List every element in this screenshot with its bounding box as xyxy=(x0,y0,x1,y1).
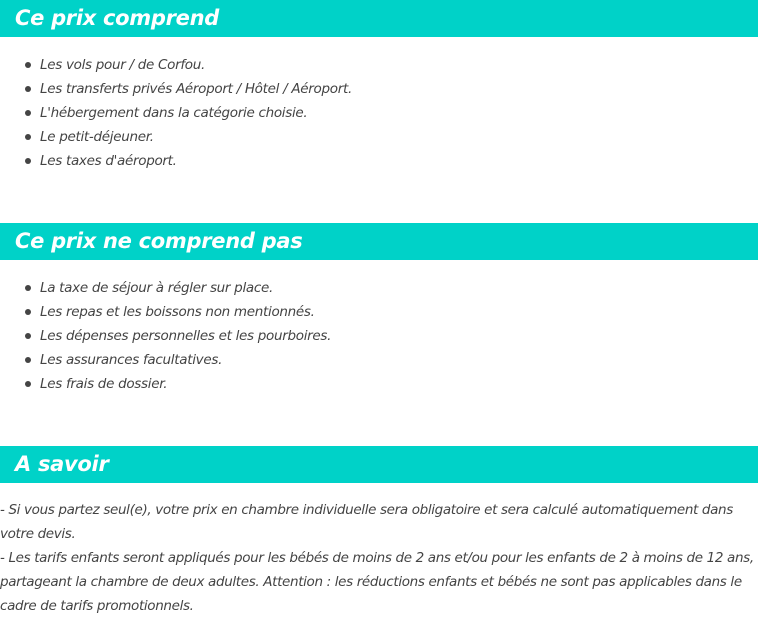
good-to-know-text xyxy=(0,498,758,618)
bullet-icon xyxy=(25,309,31,315)
section-header-good-to-know xyxy=(0,446,758,483)
list-item-text: Les repas et les boissons non mentionnés. xyxy=(40,304,315,320)
bullet-icon xyxy=(25,134,31,140)
not-included-list xyxy=(0,276,331,396)
list-item xyxy=(0,324,331,348)
list-item-text: Les dépenses personnelles et les pourboires. xyxy=(40,328,332,344)
note-paragraph-single-room: - Si vous partez seul(e), votre prix en chambre individuelle sera obligatoire et sera calculé automatiquement dans votre devis. xyxy=(0,502,733,542)
list-item-text: L'hébergement dans la catégorie choisie. xyxy=(40,105,308,121)
included-list xyxy=(0,53,352,173)
list-item-text: Les frais de dossier. xyxy=(40,376,168,392)
section-header-included xyxy=(0,0,758,37)
list-item-text: Les vols pour / de Corfou. xyxy=(40,57,206,73)
bullet-icon xyxy=(25,381,31,387)
bullet-icon xyxy=(25,357,31,363)
list-item-text: Le petit-déjeuner. xyxy=(40,129,154,145)
bullet-icon xyxy=(25,285,31,291)
list-item xyxy=(0,125,352,149)
bullet-icon xyxy=(25,62,31,68)
section-title-good-to-know: A savoir xyxy=(15,452,109,476)
section-title-not-included: Ce prix ne comprend pas xyxy=(15,229,303,253)
list-item xyxy=(0,101,352,125)
list-item xyxy=(0,149,352,173)
list-item xyxy=(0,276,331,300)
list-item-text: Les transferts privés Aéroport / Hôtel / Aéroport. xyxy=(40,81,352,97)
list-item xyxy=(0,53,352,77)
list-item xyxy=(0,348,331,372)
note-paragraph-child-rates: - Les tarifs enfants seront appliqués pour les bébés de moins de 2 ans et/ou pour les enfants de 2 à moins de 12 ans, partageant la chambre de deux adultes. Attention : les réductions enfants et bébés ne sont pas applicables dans le cadre de tarifs promotionnels. xyxy=(0,550,754,614)
section-header-not-included xyxy=(0,223,758,260)
list-item-text: Les assurances facultatives. xyxy=(40,352,223,368)
list-item xyxy=(0,77,352,101)
list-item xyxy=(0,372,331,396)
section-title-included: Ce prix comprend xyxy=(15,6,219,30)
bullet-icon xyxy=(25,158,31,164)
bullet-icon xyxy=(25,110,31,116)
list-item-text: Les taxes d'aéroport. xyxy=(40,153,177,169)
list-item xyxy=(0,300,331,324)
bullet-icon xyxy=(25,86,31,92)
bullet-icon xyxy=(25,333,31,339)
list-item-text: La taxe de séjour à régler sur place. xyxy=(40,280,273,296)
